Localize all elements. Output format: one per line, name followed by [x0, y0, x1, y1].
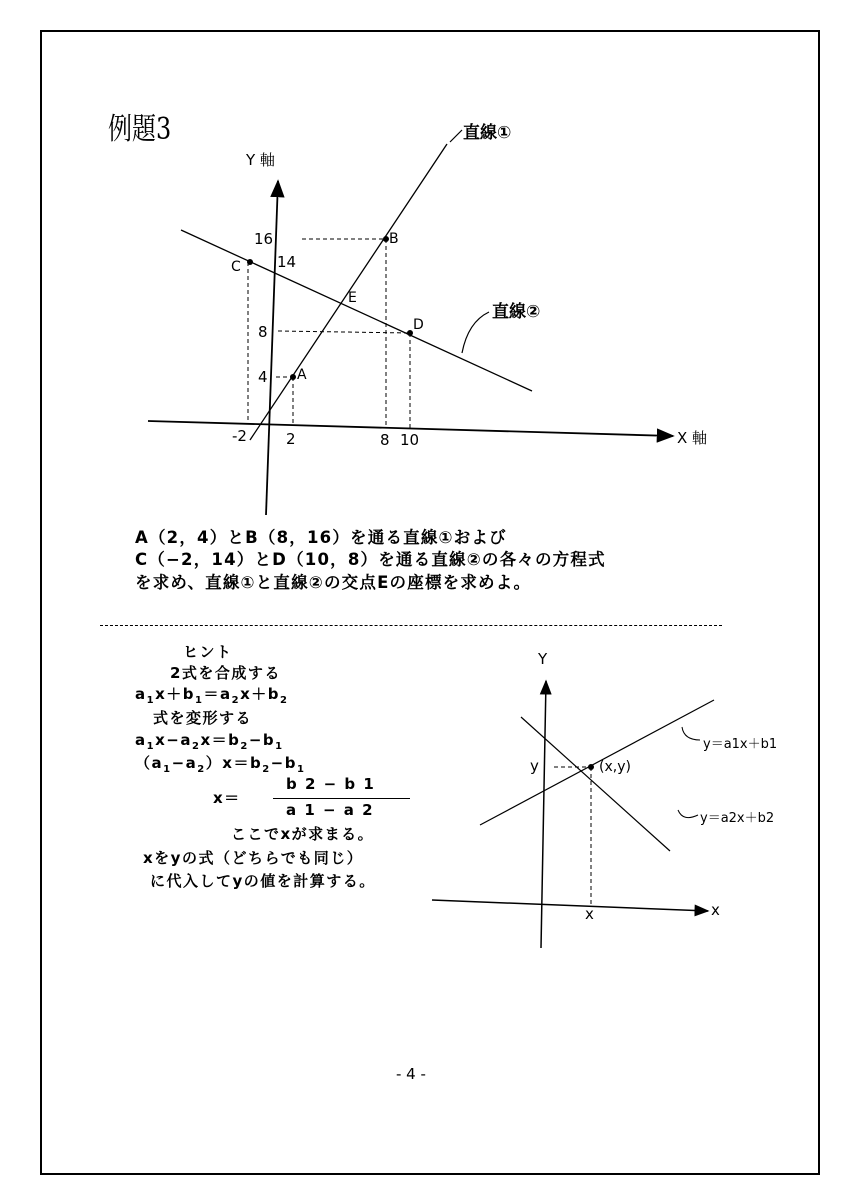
hint-note-2: xをyの式（どちらでも同じ） [143, 849, 364, 867]
problem-line-1: A（2，4）とB（8，16）を通る直線①および [135, 528, 507, 547]
point-b-label: B [389, 231, 399, 247]
y-tick-16: 16 [254, 230, 274, 248]
graph2-x-axis-label: x [711, 901, 720, 919]
point-c-label: C [231, 259, 241, 275]
graph1-y-axis-label: Y 軸 [246, 151, 275, 169]
hint-eq-3: $(a_1-a_2)x=b_2-b_1$ [135, 754, 306, 775]
hint-denominator: a 1 − a 2 [286, 801, 375, 819]
x-tick-2: 2 [286, 430, 296, 448]
y-tick-14: 14 [277, 253, 297, 271]
y-tick-8: 8 [258, 323, 268, 341]
point-a-label: A [297, 367, 307, 383]
x-tick-8: 8 [380, 431, 390, 449]
hint-note-3: に代入してyの値を計算する。 [150, 872, 376, 890]
intersection-label: (x,y) [599, 759, 631, 775]
graph2-line-2-label: y＝a2x＋b2 [700, 811, 775, 826]
graph2-x-label: x [585, 905, 594, 923]
line-1-label: 直線① [463, 123, 512, 143]
example-title: 例題3 [108, 112, 172, 147]
point-e-label: E [348, 290, 357, 306]
hint-step-1: 2式を合成する [170, 664, 281, 682]
hint-x-equals: x＝ [213, 789, 241, 807]
graph2-y-axis [541, 681, 546, 948]
graph2-y-axis-label: Y [538, 650, 548, 668]
point-d-label: D [413, 317, 424, 333]
hint-eq-1: $a_1x+b_1=a_2x+b_2$ [135, 685, 289, 706]
problem-line-3: を求め、直線①と直線②の交点Eの座標を求めよ。 [135, 573, 532, 592]
graph2-line-1-label: y＝a1x＋b1 [703, 737, 778, 752]
hint-note-1: ここでxが求まる。 [231, 825, 375, 843]
hint-eq-2: $a_1x-a_2x=b_2-b_1$ [135, 731, 284, 752]
problem-line-2: C（−2，14）とD（10，8）を通る直線②の各々の方程式 [135, 550, 606, 569]
hint-numerator: b 2 − b 1 [286, 775, 376, 793]
graph2-line-1 [480, 700, 714, 825]
x-tick-10: 10 [400, 431, 420, 449]
line-2-label: 直線② [492, 302, 541, 322]
page-number: - 4 - [396, 1065, 426, 1083]
graph1-x-axis-label: X 軸 [677, 429, 708, 447]
x-tick-neg2: -2 [232, 427, 247, 445]
graph2-y-label: y [530, 757, 539, 775]
hint-step-2: 式を変形する [153, 709, 253, 727]
graph2-x-axis [432, 900, 708, 911]
hint-heading: ヒント [183, 643, 233, 661]
y-tick-4: 4 [258, 368, 268, 386]
